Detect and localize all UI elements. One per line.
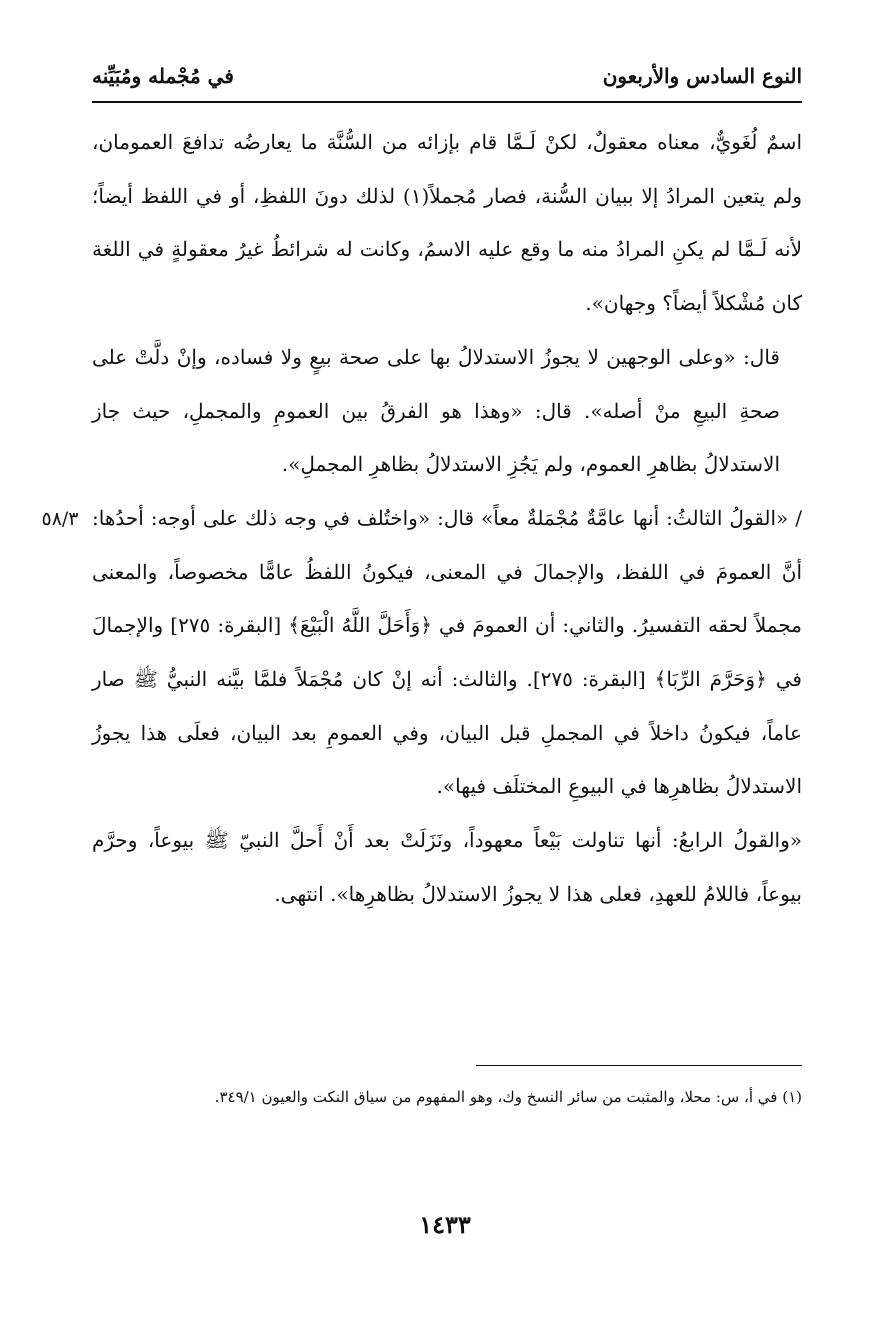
main-text xyxy=(92,116,802,922)
header-rule xyxy=(92,101,802,103)
paragraph-3: / «القولُ الثالثُ: أنها عامَّةٌ مُجْمَلةٌ معاً» قال: «واختُلف في وجه ذلك على أوجه: أحدُها: أنَّ العمومَ في اللفظ، والإجمالَ في المعنى، فيكونُ اللفظُ عامًّا مخصوصاً، والمعنى مجملاً لحقه التفسيرُ. والثاني: أن العمومَ في ﴿وَأَحَلَّ اللَّهُ الْبَيْعَ﴾ [البقرة: ٢٧٥] والإجمالَ في ﴿وَحَرَّمَ الرِّبَا﴾ [البقرة: ٢٧٥]. والثالث: أنه إنْ كان مُجْمَلاً فلمَّا بيَّنه النبيُّ ﷺ صار عاماً، فيكونُ داخلاً في المجملِ قبل البيان، وفي العمومِ بعد البيان، فعلَى هذا يجوزُ الاستدلالُ بظاهرِها في البيوعِ المختلَف فيها». xyxy=(92,505,802,799)
footnotes xyxy=(92,1080,802,1114)
paragraph-4: «والقولُ الرابعُ: أنها تناولت بَيْعاً معهوداً، ونَزَلَتْ بعد أَنْ أَحلَّ النبيّ ﷺ بيوعاً، وحرَّم بيوعاً، فاللامُ للعهدِ، فعلى هذا لا يجوزُ الاستدلالُ بظاهرِها». انتهى. xyxy=(92,828,802,906)
header-right-title: النوع السادس والأربعون xyxy=(602,64,802,88)
margin-reference: ٥٨/٣ xyxy=(41,508,79,530)
paragraph-2: قال: «وعلى الوجهين لا يجوزُ الاستدلالُ بها على صحة بيعٍ ولا فساده، وإنْ دلَّتْ على صحةِ البيعِ منْ أصله». قال: «وهذا هو الفرقُ بين العمومِ والمجملِ، حيث جاز الاستدلالُ بظاهرِ العموم، ولم يَجُزِ الاستدلالُ بظاهرِ المجملِ». xyxy=(92,344,780,477)
running-header xyxy=(92,56,802,96)
header-left-title: في مُجْمله ومُبَيِّنه xyxy=(92,64,234,88)
page-number: ١٤٣٣ xyxy=(419,1210,471,1239)
paragraph-1: اسمٌ لُغَويٌّ، معناه معقولٌ، لكنْ لَـمَّا قام بإزائه من السُّنَّة ما يعارضُه تدافعَ العمومان، ولم يتعين المرادُ إلا ببيان السُّنة، فصار مُجملاً(١) لذلك دونَ اللفظِ، أو في اللفظ أيضاً؛ لأنه لَـمَّا لم يكنِ المرادُ منه ما وقع عليه الاسمُ، وكانت له شرائطُ غيرُ معقولةٍ في اللغة كان مُشْكلاً أيضاً؟ وجهان». xyxy=(92,130,802,316)
footnote-1: (١) في أ، س: محلا، والمثبت من سائر النسخ وك، وهو المفهوم من سياق النكت والعيون ٣٤٩/١. xyxy=(214,1088,802,1106)
footnote-rule xyxy=(476,1065,802,1066)
